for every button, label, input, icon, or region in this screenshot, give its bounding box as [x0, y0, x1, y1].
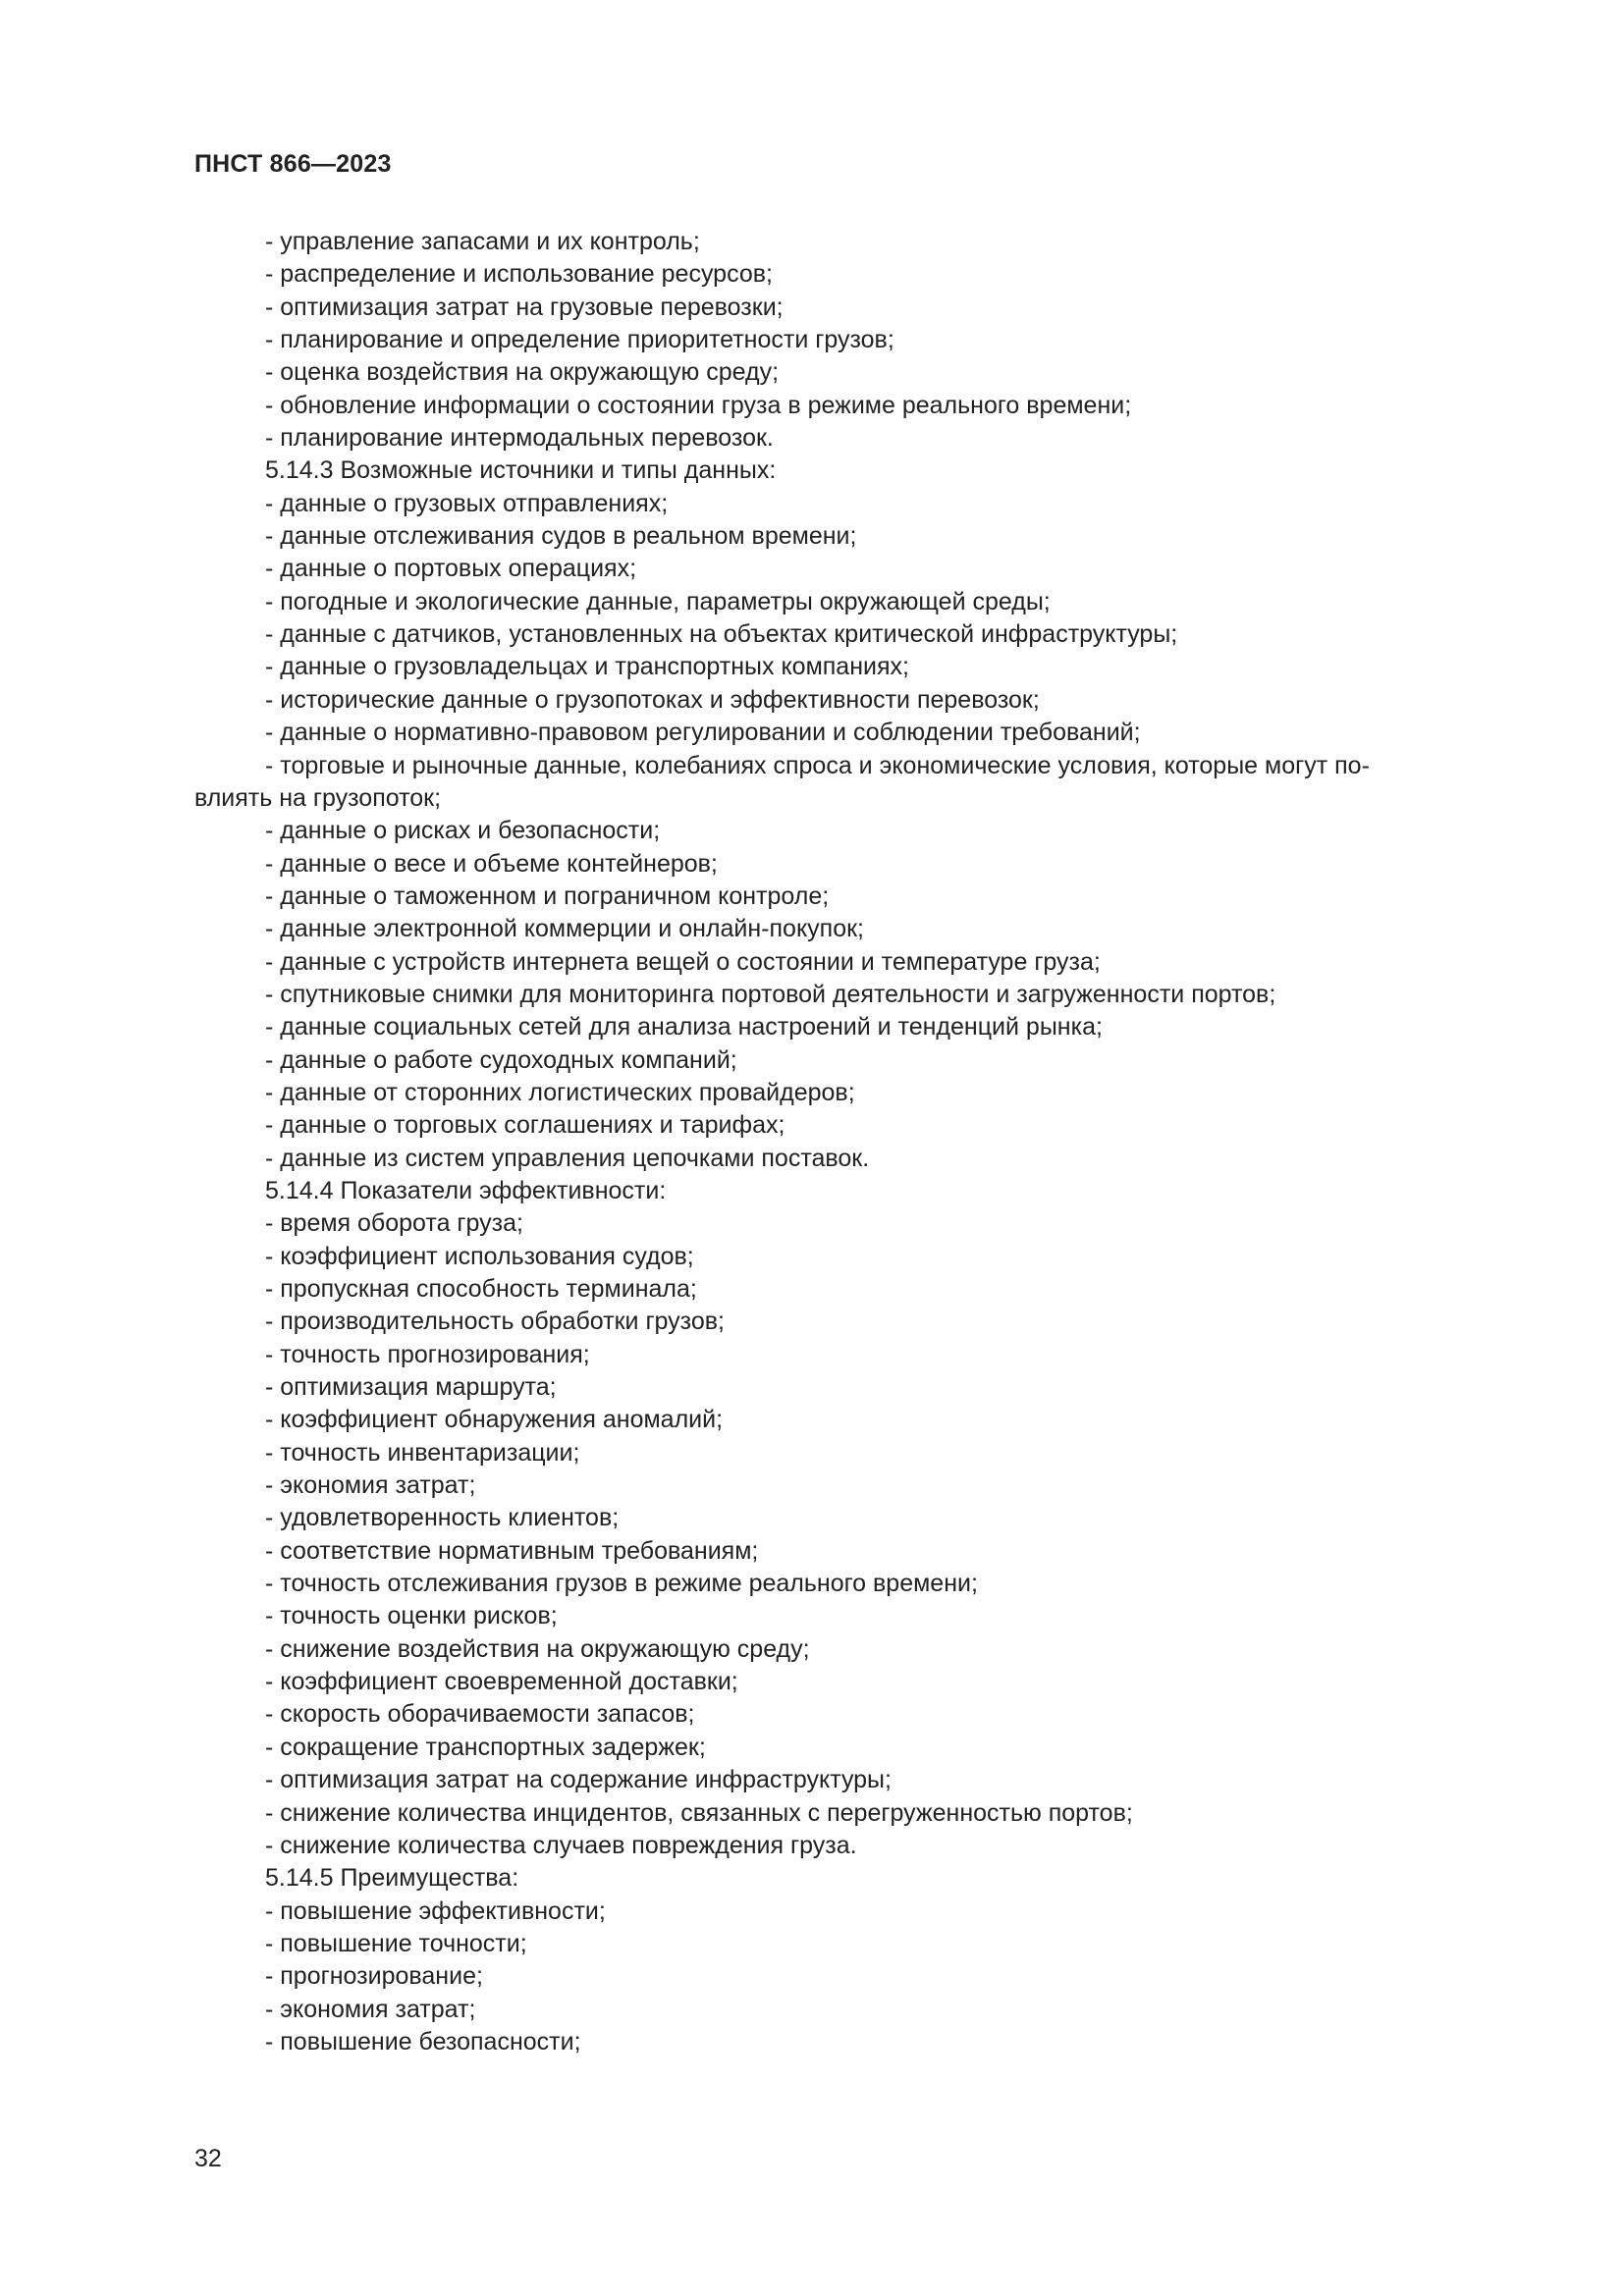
list-item: - данные о таможенном и пограничном контроле;: [265, 881, 830, 910]
list-item: - управление запасами и их контроль;: [265, 228, 700, 255]
list-item: - скорость оборачиваемости запасов;: [265, 1700, 695, 1729]
list-item-wrapped-line1: - торговые и рыночные данные, колебаниях спроса и экономические условия, которые могут по-: [265, 751, 1370, 779]
list-item: - данные от сторонних логистических провайдеров;: [265, 1078, 855, 1106]
list-item: - данные о весе и объеме контейнеров;: [265, 849, 718, 878]
list-item: - производительность обработки грузов;: [265, 1308, 725, 1336]
list-item: - данные из систем управления цепочками поставок.: [265, 1144, 870, 1172]
page-content: [194, 226, 1527, 2058]
list-item: - данные о портовых операциях;: [265, 555, 637, 583]
list-item: - спутниковые снимки для мониторинга портовой деятельности и загруженности портов;: [265, 980, 1276, 1008]
list-item: - точность прогнозирования;: [265, 1340, 590, 1368]
list-item: - данные электронной коммерции и онлайн-покупок;: [265, 915, 864, 943]
list-item: - планирование и определение приоритетности грузов;: [265, 326, 894, 354]
list-item-wrapped-line2: влиять на грузопоток;: [194, 783, 442, 812]
list-item: - данные о грузовых отправлениях;: [265, 489, 669, 517]
list-item: - коэффициент обнаружения аномалий;: [265, 1406, 724, 1434]
list-item: - пропускная способность терминала;: [265, 1275, 697, 1303]
document-code: ПНСТ 866—2023: [194, 150, 392, 178]
list-item: - сокращение транспортных задержек;: [265, 1733, 706, 1761]
list-item: - оптимизация затрат на содержание инфраструктуры;: [265, 1766, 892, 1794]
list-item: - оптимизация затрат на грузовые перевозки;: [265, 293, 784, 321]
list-item: - точность отслеживания грузов в режиме реального времени;: [265, 1570, 978, 1598]
list-item: - распределение и использование ресурсов;: [265, 260, 773, 289]
list-block-1: [194, 226, 1527, 454]
list-item: - оптимизация маршрута;: [265, 1373, 557, 1402]
list-item: - прогнозирование;: [265, 1962, 483, 1991]
list-item: - снижение воздействия на окружающую среду;: [265, 1634, 810, 1663]
list-item: - снижение количества случаев повреждения груза.: [265, 1831, 857, 1859]
list-item: - данные отслеживания судов в реальном времени;: [265, 522, 857, 551]
list-item: - точность оценки рисков;: [265, 1602, 558, 1630]
list-item: - данные с устройств интернета вещей о состоянии и температуре груза;: [265, 947, 1101, 976]
list-item: - данные о нормативно-правовом регулировании и соблюдении требований;: [265, 719, 1141, 747]
section-heading: 5.14.4 Показатели эффективности:: [265, 1176, 667, 1204]
list-item: - соответствие нормативным требованиям;: [265, 1536, 759, 1565]
section-heading: 5.14.3 Возможные источники и типы данных:: [265, 456, 777, 485]
section-5-14-3: [194, 454, 1527, 1175]
page-number: 32: [194, 2145, 222, 2172]
section-heading: 5.14.5 Преимущества:: [265, 1864, 519, 1893]
list-item: - оценка воздействия на окружающую среду;: [265, 358, 780, 387]
list-item: - повышение эффективности;: [265, 1896, 606, 1925]
list-item: - коэффициент использования судов;: [265, 1242, 694, 1270]
list-item: - данные о торговых соглашениях и тарифах;: [265, 1111, 785, 1140]
list-item: - повышение точности;: [265, 1929, 527, 1957]
list-item: - обновление информации о состоянии груза в режиме реального времени;: [265, 391, 1132, 419]
list-item: - исторические данные о грузопотоках и эффективности перевозок;: [265, 685, 1040, 714]
list-item: - данные о работе судоходных компаний;: [265, 1045, 737, 1074]
section-5-14-5: [194, 1862, 1527, 2058]
list-item: - планирование интермодальных перевозок.: [265, 424, 774, 453]
list-item: - экономия затрат;: [265, 1471, 476, 1500]
list-item: - точность инвентаризации;: [265, 1438, 580, 1467]
list-item: - данные с датчиков, установленных на объектах критической инфраструктуры;: [265, 620, 1178, 649]
list-item: - снижение количества инцидентов, связанных с перегруженностью портов;: [265, 1798, 1133, 1827]
list-item: - повышение безопасности;: [265, 2027, 581, 2056]
list-item: - данные о рисках и безопасности;: [265, 817, 661, 845]
list-item: - данные социальных сетей для анализа настроений и тенденций рынка;: [265, 1013, 1103, 1041]
list-item: - данные о грузовладельцах и транспортных компаниях;: [265, 653, 909, 681]
list-item: - удовлетворенность клиентов;: [265, 1504, 620, 1532]
list-item: - коэффициент своевременной доставки;: [265, 1668, 738, 1696]
list-item: - погодные и экологические данные, параметры окружающей среды;: [265, 587, 1051, 615]
list-item: - время оборота груза;: [265, 1209, 523, 1238]
list-item: - экономия затрат;: [265, 1995, 476, 2023]
section-5-14-4: [194, 1175, 1527, 1862]
